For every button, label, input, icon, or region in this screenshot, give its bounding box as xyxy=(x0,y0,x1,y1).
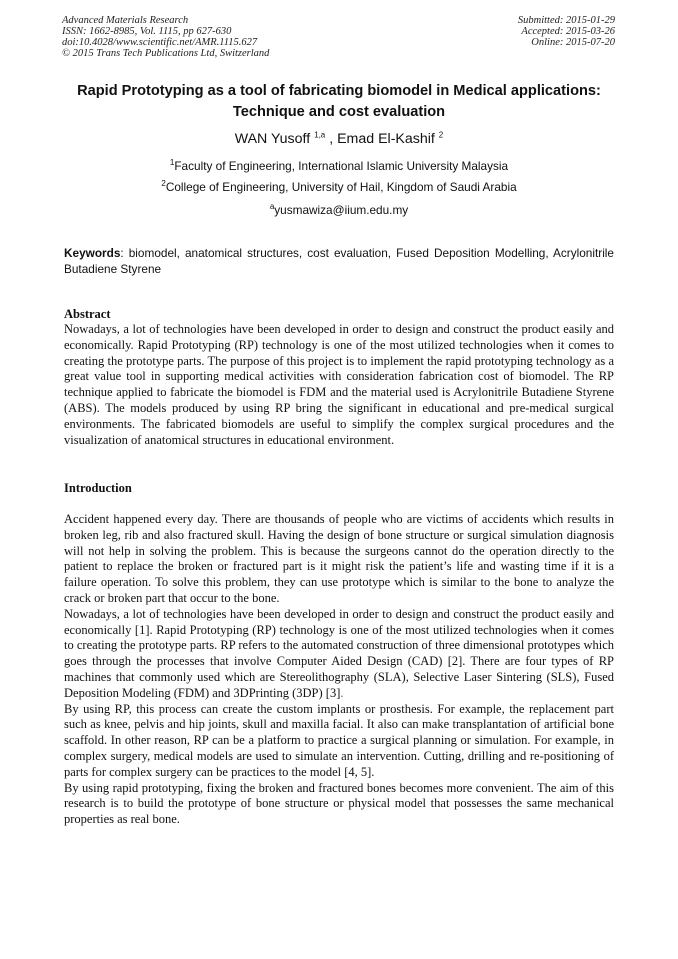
journal-doi[interactable]: doi:10.4028/www.scientific.net/AMR.1115.627 xyxy=(62,37,258,48)
author-1-sup: 1,a xyxy=(314,130,326,140)
abstract-paragraph: Nowadays, a lot of technologies have been developed in order to design and construct the product easily and economically. Rapid Prototyping (RP) technology is one of the most utilized technologies when it comes to creating the prototype parts. The purpose of this project is to implement the rapid prototyping technology as a great value tool in supporting medical activities with consideration fabrication cost of biomodel. The RP technique applied to fabricate the biomodel is FDM and the material used is Acrylonitrile Butadiene Styrene (ABS). The models produced by using RP bring the significant in educational and pre-medical surgical environments. The fabricated biomodels are useful to simplify the complex surgical procedures and the visualization of anatomical structures in educational environment. xyxy=(64,322,614,447)
author-email xyxy=(0,203,678,217)
dates-header xyxy=(518,15,615,48)
paper-title: Rapid Prototyping as a tool of fabricating biomodel in Medical applications: Technique and cost evaluation xyxy=(77,83,601,120)
author-separator: , xyxy=(325,131,338,147)
author-2-sup: 2 xyxy=(438,130,444,140)
email-sup: a xyxy=(269,202,275,212)
journal-issn: ISSN: 1662-8985, Vol. 1115, pp 627-630 xyxy=(62,26,232,37)
affiliation-2-sup: 2 xyxy=(161,179,166,189)
affiliation-1-sup: 1 xyxy=(169,158,175,168)
abstract-body xyxy=(64,322,614,448)
abstract-heading: Abstract xyxy=(64,307,111,321)
affiliation-1 xyxy=(0,159,678,173)
journal-name: Advanced Materials Research xyxy=(62,15,189,26)
intro-paragraph-2 xyxy=(64,607,614,702)
online-date: Online: 2015-07-20 xyxy=(531,37,615,48)
intro-paragraph-2-end: . xyxy=(340,685,344,700)
affiliation-1-text: Faculty of Engineering, International Islamic University Malaysia xyxy=(174,159,509,173)
affiliation-2-text: College of Engineering, University of Hail, Kingdom of Saudi Arabia xyxy=(165,180,517,194)
keywords-block xyxy=(64,245,614,277)
accepted-date: Accepted: 2015-03-26 xyxy=(521,26,615,37)
intro-paragraph-2-text: Nowadays, a lot of technologies have been developed in order to design and construct the product easily and economically [1]. Rapid Prototyping (RP) technology is one of the most utilized technologies when it comes to creating the prototype parts. RP refers to the automated construction of three dimensional prototypes which goes through the processes that involve Computer Aided Design (CAD) [2]. There are four types of RP machines that commonly used which are Stereolithography (SLA), Selective Laser Sintering (SLS), Fused Deposition Modeling (FDM) and 3DPrinting (3DP) [3] xyxy=(64,606,614,700)
email-address[interactable]: yusmawiza@iium.edu.my xyxy=(274,203,409,217)
introduction-body xyxy=(64,512,614,828)
intro-paragraph-3: By using RP, this process can create the custom implants or prosthesis. For example, the replacement part such as knee, pelvis and hip joints, skull and maxilla facial. It also can make transplantation of artificial bone scaffold. In other reason, RP can be a platform to practice a surgical planning or simulation. For example, in complex surgery, medical models are used to simulate an intervention. Cutting, drilling and re-positioning of parts for complex surgery can be practices to the model [4, 5]. xyxy=(64,701,614,779)
author-2: Emad El-Kashif xyxy=(337,131,439,147)
intro-paragraph-4: By using rapid prototyping, fixing the broken and fractured bones becomes more convenient. The aim of this research is to build the prototype of bone structure or physical model that possesses the same mechanical properties as real bone. xyxy=(64,780,614,827)
intro-paragraph-1: Accident happened every day. There are thousands of people who are victims of accidents which results in broken leg, rib and also fractured skull. Having the design of bone structure or surgical simulation diagnosis will not help in solving the problem. This is because the surgeons cannot do the operation directly to the patient to replace the broken or fractured part is it might risk the patient’s life and wasting time if it is a failure operation. To solve this problem, they can use prototype which is similar to the bone to analyze the crack or broken part that occur to the bone. xyxy=(64,512,614,605)
keywords-text: : biomodel, anatomical structures, cost evaluation, Fused Deposition Modelling, Acrylonitrile Butadiene Styrene xyxy=(64,246,614,276)
journal-header xyxy=(62,15,269,59)
affiliation-2 xyxy=(0,180,678,194)
author-1: WAN Yusoff xyxy=(234,131,315,147)
author-line xyxy=(0,131,678,148)
introduction-heading: Introduction xyxy=(64,481,132,495)
submitted-date: Submitted: 2015-01-29 xyxy=(517,15,615,26)
journal-copyright: © 2015 Trans Tech Publications Ltd, Switzerland xyxy=(62,48,270,59)
keywords-label: Keywords xyxy=(64,246,121,260)
